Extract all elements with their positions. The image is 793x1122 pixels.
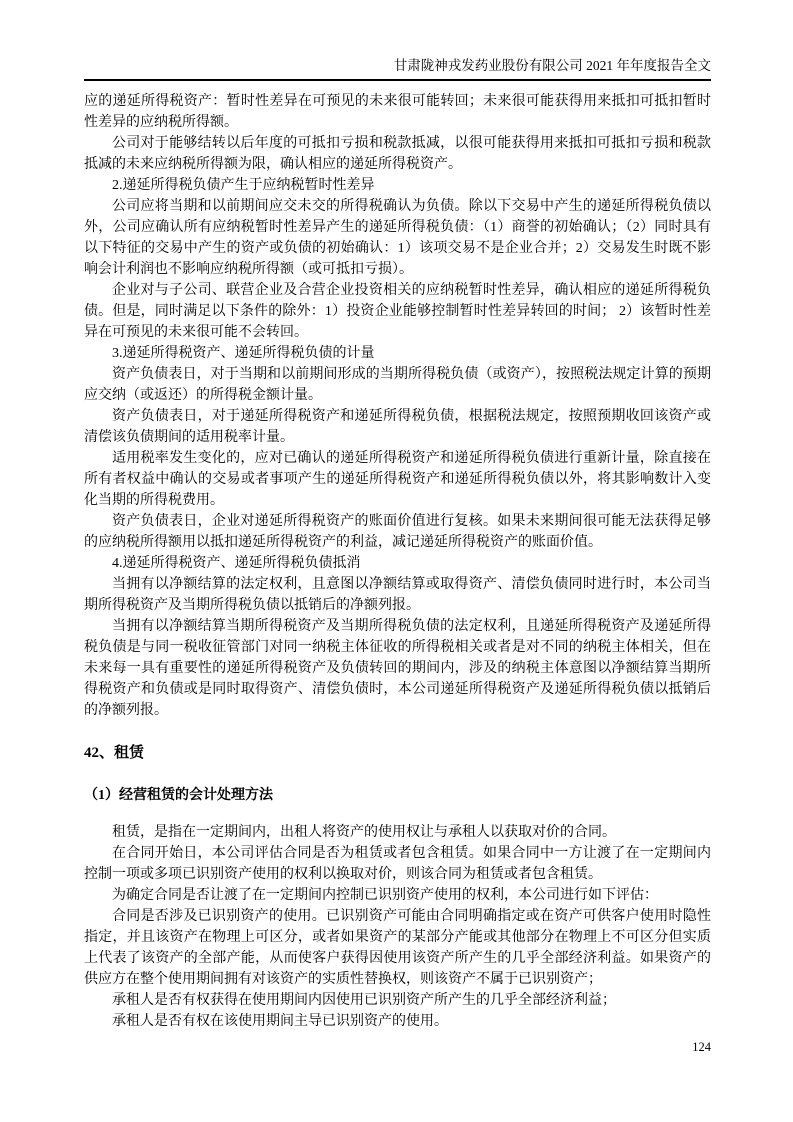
numbered-item-heading: 2.递延所得税负债产生于应纳税暂时性差异 xyxy=(112,178,375,193)
paragraph: 应的递延所得税资产：暂时性差异在可预见的未来很可能转回；未来很可能获得用来抵扣可抵扣暂时性差异的应纳税所得额。 xyxy=(84,94,711,130)
paragraph: 资产负债表日，企业对递延所得税资产的账面价值进行复核。如果未来期间很可能无法获得足够的应纳税所得额用以抵扣递延所得税资产的利益，减记递延所得税资产的账面价值。 xyxy=(84,514,711,550)
subsection-heading-operating-lease: （1）经营租赁的会计处理方法 xyxy=(84,788,273,803)
paragraph: 企业对与子公司、联营企业及合营企业投资相关的应纳税暂时性差异，确认相应的递延所得税负债。但是，同时满足以下条件的除外：1）投资企业能够控制暂时性差异转回的时间； 2）该暂时性差异在可预见的未来很可能不会转回。 xyxy=(84,283,711,340)
page-number: 124 xyxy=(692,1040,711,1054)
paragraph: 为确定合同是否让渡了在一定期间内控制已识别资产使用的权利，本公司进行如下评估： xyxy=(112,888,658,903)
paragraph: 资产负债表日，对于当期和以前期间形成的当期所得税负债（或资产），按照税法规定计算的预期应交纳（或返还）的所得税金额计量。 xyxy=(84,367,711,403)
paragraph: 承租人是否有权获得在使用期间内因使用已识别资产所产生的几乎全部经济利益； xyxy=(112,993,616,1008)
paragraph: 公司应将当期和以前期间应交未交的所得税确认为负债。除以下交易中产生的递延所得税负债以外，公司应确认所有应纳税暂时性差异产生的递延所得税负债：（1）商誉的初始确认；（2）同时具有以下特征的交易中产生的资产或负债的初始确认：1）该项交易不是企业合并；2）交易发生时既不影响会计利润也不影响应纳税所得额（或可抵扣亏损）。 xyxy=(84,199,711,277)
document-body xyxy=(84,91,711,1032)
paragraph: 资产负债表日，对于递延所得税资产和递延所得税负债，根据税法规定，按照预期收回该资产或清偿该负债期间的适用税率计量。 xyxy=(84,409,711,445)
paragraph: 当拥有以净额结算当期所得税资产及当期所得税负债的法定权利，且递延所得税资产及递延所得税负债是与同一税收征管部门对同一纳税主体征收的所得税相关或者是对不同的纳税主体相关，但在未来每一具有重要性的递延所得税资产及负债转回的期间内，涉及的纳税主体意图以净额结算当期所得税资产和负债或是同时取得资产、清偿负债时，本公司递延所得税资产及递延所得税负债以抵销后的净额列报。 xyxy=(84,619,711,718)
paragraph: 在合同开始日，本公司评估合同是否为租赁或者包含租赁。如果合同中一方让渡了在一定期间内控制一项或多项已识别资产使用的权利以换取对价，则该合同为租赁或者包含租赁。 xyxy=(84,846,711,882)
paragraph: 公司对于能够结转以后年度的可抵扣亏损和税款抵减，以很可能获得用来抵扣可抵扣亏损和税款抵减的未来应纳税所得额为限，确认相应的递延所得税资产。 xyxy=(84,136,711,172)
paragraph: 承租人是否有权在该使用期间主导已识别资产的使用。 xyxy=(112,1014,448,1029)
section-heading-lease: 42、租赁 xyxy=(84,745,145,761)
paragraph: 租赁，是指在一定期间内，出租人将资产的使用权让与承租人以获取对价的合同。 xyxy=(112,825,616,840)
paragraph: 适用税率发生变化的，应对已确认的递延所得税资产和递延所得税负债进行重新计量，除直接在所有者权益中确认的交易或者事项产生的递延所得税资产和递延所得税负债以外，将其影响数计入变化当期的所得税费用。 xyxy=(84,451,711,508)
paragraph: 合同是否涉及已识别资产的使用。已识别资产可能由合同明确指定或在资产可供客户使用时隐性指定，并且该资产在物理上可区分，或者如果资产的某部分产能或其他部分在物理上不可区分但实质上代表了该资产的全部产能，从而使客户获得因使用该资产所产生的几乎全部经济利益。如果资产的供应方在整个使用期间拥有对该资产的实质性替换权，则该资产不属于已识别资产； xyxy=(84,909,711,987)
page-header xyxy=(84,57,711,81)
numbered-item-heading: 3.递延所得税资产、递延所得税负债的计量 xyxy=(112,346,375,361)
report-title: 甘肃陇神戎发药业股份有限公司 2021 年年度报告全文 xyxy=(393,58,711,73)
paragraph: 当拥有以净额结算的法定权利，且意图以净额结算或取得资产、清偿负债同时进行时，本公司当期所得税资产及当期所得税负债以抵销后的净额列报。 xyxy=(84,577,711,613)
numbered-item-heading: 4.递延所得税资产、递延所得税负债抵消 xyxy=(112,556,361,571)
